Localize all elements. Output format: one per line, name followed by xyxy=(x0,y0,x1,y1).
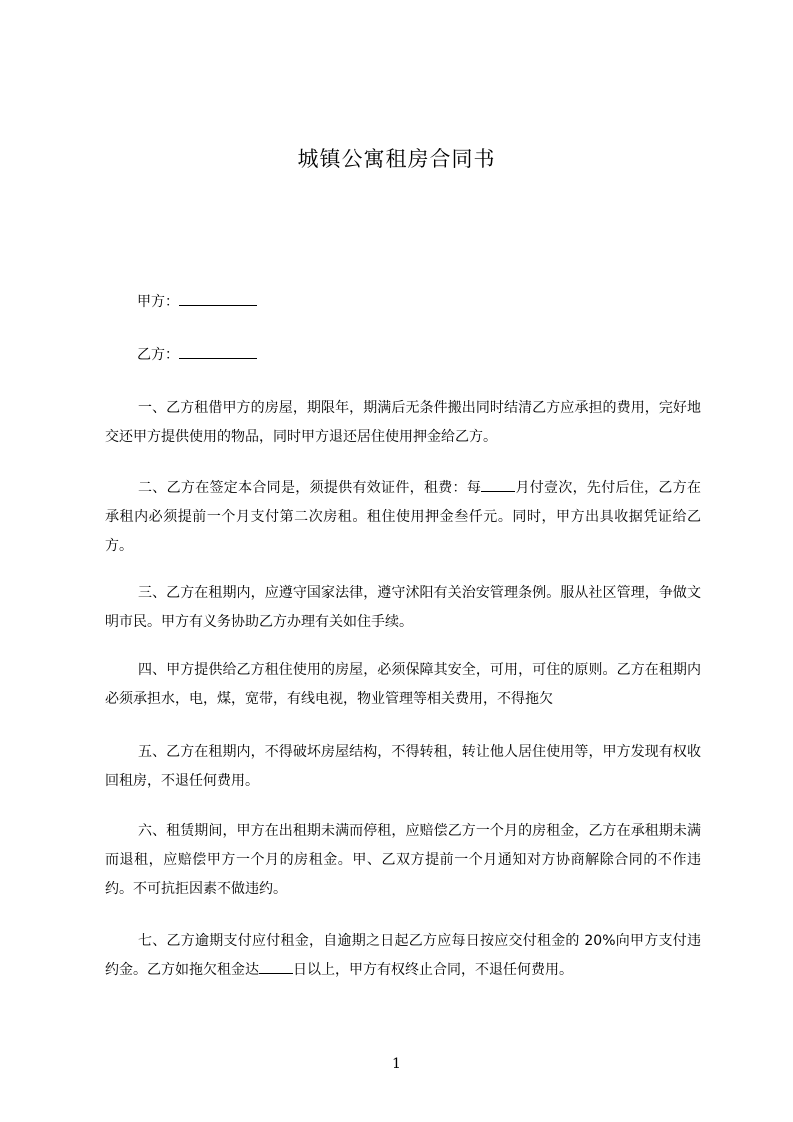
clause-7 xyxy=(105,927,701,985)
party-a-line xyxy=(137,291,257,312)
clause-5: 五、乙方在租期内，不得破坏房屋结构，不得转租，转让他人居住使用等，甲方发现有权收回租房，不退任何费用。 xyxy=(105,744,701,789)
clause-6: 六、租赁期间，甲方在出租期未满而停租，应赔偿乙方一个月的房租金，乙方在承租期未满而退租，应赔偿甲方一个月的房租金。甲、乙双方提前一个月通知对方协商解除合同的不作违约。不可抗拒因素不做违约。 xyxy=(105,823,701,897)
clause-4: 四、甲方提供给乙方租住使用的房屋，必须保障其安全，可用，可住的原则。乙方在租期内必须承担水，电，煤，宽带，有线电视，物业管理等相关费用，不得拖欠 xyxy=(105,662,701,707)
page-number: 1 xyxy=(392,1056,401,1072)
party-a-blank xyxy=(179,291,257,306)
clause-2-part-2: 月付壹次，先付后住，乙方在承租内必须提前一个月支付第二次房租。租住使用押金叁仟元。同时，甲方出具收据凭证给乙方。 xyxy=(105,480,702,554)
clause-7-part-2: 日以上，甲方有权终止合同，不退任何费用。 xyxy=(293,962,573,978)
party-a-label: 甲方： xyxy=(137,294,179,310)
clause-2-part-1: 二、乙方在签定本合同是，须提供有效证件，租费：每 xyxy=(138,480,482,496)
clause-2 xyxy=(105,474,701,561)
document-title: 城镇公寓租房合同书 xyxy=(297,147,496,171)
clause-7-blank xyxy=(259,960,293,974)
clause-7-part-1: 七、乙方逾期支付应付租金，自逾期之日起乙方应每日按应交付租金的 20%向甲方支付违约金。乙方如拖欠租金达 xyxy=(105,933,701,978)
clause-2-blank xyxy=(481,478,515,492)
party-b-blank xyxy=(179,344,257,359)
party-b-label: 乙方： xyxy=(137,347,179,363)
party-b-line xyxy=(137,344,257,365)
clause-1: 一、乙方租借甲方的房屋，期限年，期满后无条件搬出同时结清乙方应承担的费用，完好地交还甲方提供使用的物品，同时甲方退还居住使用押金给乙方。 xyxy=(105,400,701,445)
clause-3: 三、乙方在租期内，应遵守国家法律，遵守沭阳有关治安管理条例。服从社区管理，争做文明市民。甲方有义务协助乙方办理有关如住手续。 xyxy=(105,585,701,630)
